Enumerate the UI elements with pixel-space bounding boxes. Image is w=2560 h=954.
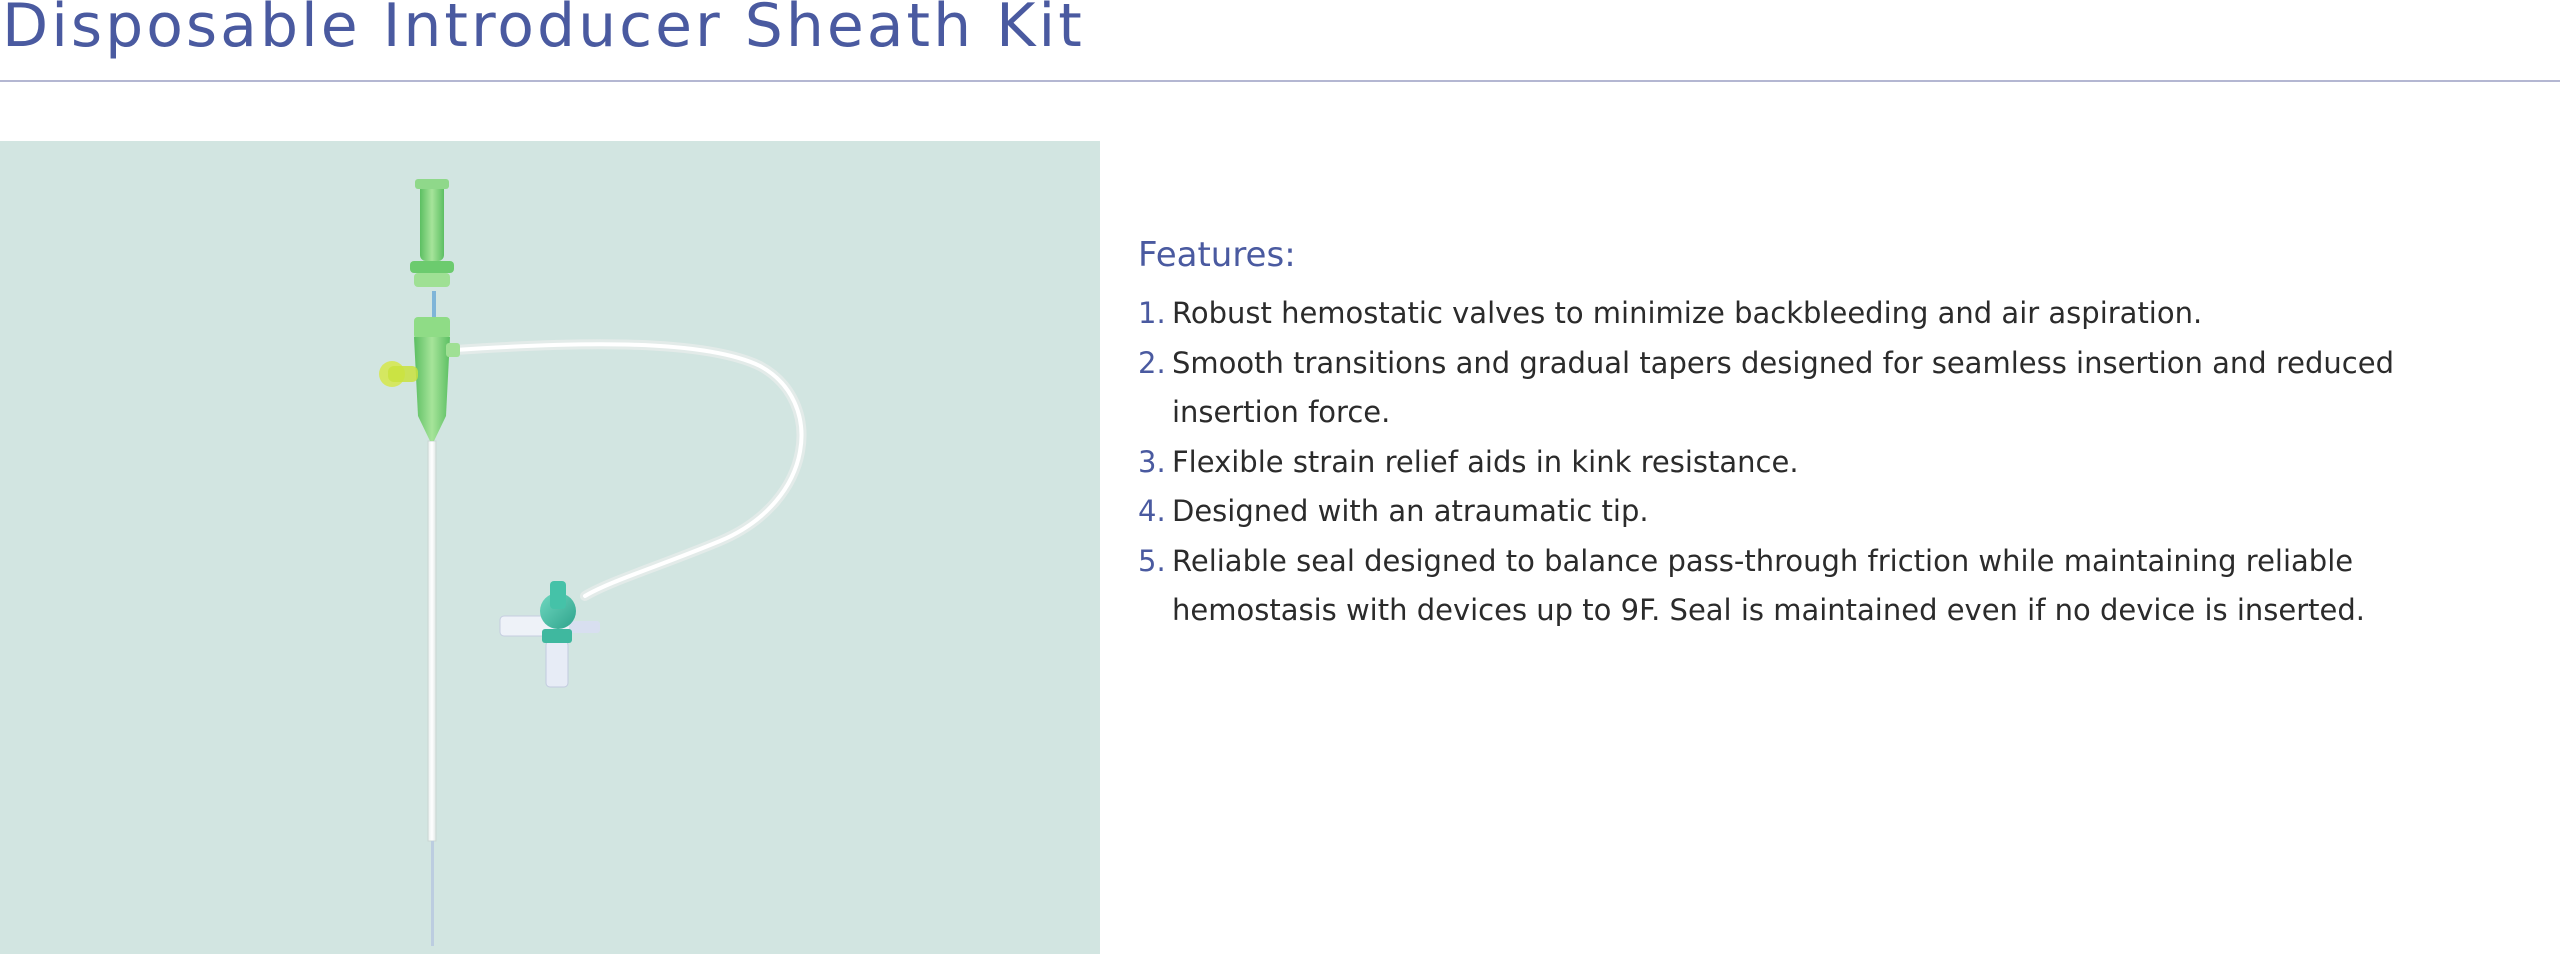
page-title: Disposable Introducer Sheath Kit xyxy=(2,0,1085,61)
feature-number: 1. xyxy=(1138,296,1166,331)
feature-text: Robust hemostatic valves to minimize backbleeding and air aspiration. xyxy=(1172,296,2203,331)
feature-item-1 xyxy=(1138,289,2498,339)
feature-item-2 xyxy=(1138,339,2498,438)
title-divider xyxy=(0,80,2560,82)
features-section xyxy=(1138,233,2498,636)
feature-text: Flexible strain relief aids in kink resistance. xyxy=(1172,444,1799,479)
features-heading: Features: xyxy=(1138,235,1296,275)
features-list xyxy=(1138,289,2498,636)
feature-number: 3. xyxy=(1138,444,1166,479)
feature-text: Smooth transitions and gradual tapers designed for seamless insertion and reduced insertion force. xyxy=(1172,345,2394,430)
feature-item-4 xyxy=(1138,487,2498,537)
feature-item-3 xyxy=(1138,438,2498,488)
feature-text: Designed with an atraumatic tip. xyxy=(1172,494,1649,529)
sheath-valve-hub xyxy=(379,317,460,441)
feature-text: Reliable seal designed to balance pass-through friction while maintaining reliable hemostasis with devices up to 9F. Seal is maintained even if no device is inserted. xyxy=(1172,543,2365,628)
feature-number: 5. xyxy=(1138,543,1166,578)
dilator-hub xyxy=(410,179,454,287)
feature-number: 2. xyxy=(1138,345,1166,380)
feature-number: 4. xyxy=(1138,494,1166,529)
product-image xyxy=(0,141,1100,954)
side-port-tubing xyxy=(455,344,801,596)
introducer-sheath-illustration xyxy=(0,141,1100,954)
feature-item-5 xyxy=(1138,537,2498,636)
